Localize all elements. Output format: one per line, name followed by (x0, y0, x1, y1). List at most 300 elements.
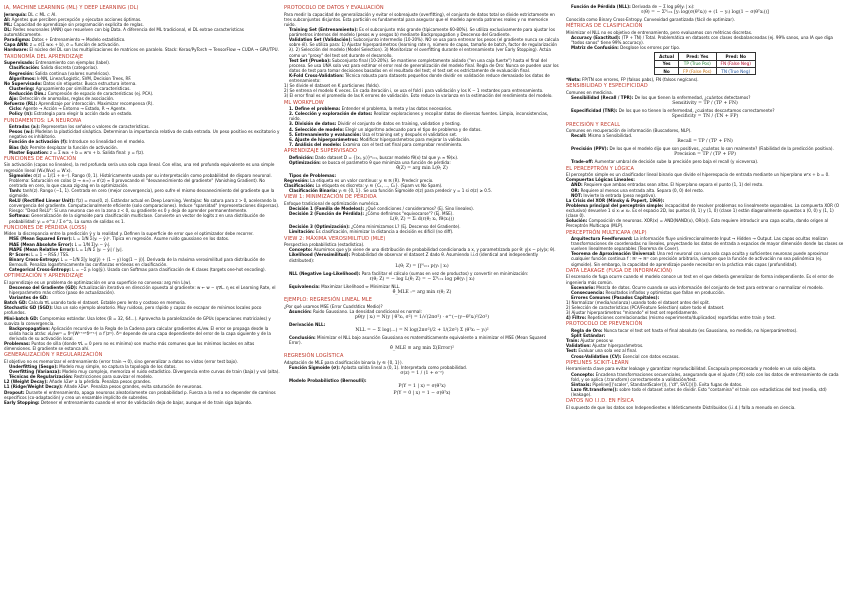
lead-term: Sensibilidad (Recall / TPR): (571, 95, 634, 101)
lead-term: Regresión: (9, 70, 34, 76)
lead-term: Capa ANN: (4, 42, 29, 48)
lead-term: Softmax: (9, 213, 30, 219)
lead-term: Problemas: (4, 341, 31, 347)
formula: Specificity = TN / (TN + FP) (671, 114, 739, 120)
paragraph: Sin activación (capas no lineales), la red profunda sería una sola capa lineal. Con ellas, una red profunda equivalente es una simple regresión lineal (W₂(W₁x) = W′x). (4, 162, 275, 173)
bullet-list (4, 285, 280, 300)
bullet-list (566, 108, 844, 113)
bullet-item: • MSE (Mean Squared Error): L = 1/N Σ(yᵢ − ŷᵢ)². Típica en regresión. Asume ruido gaussiano en los datos. (9, 236, 280, 241)
paragraph: Enfoque tradicional de optimización numérica. (284, 201, 380, 207)
bullet-list (284, 335, 560, 345)
bullet-item: • Accuracy (Exactitud): (TP + TN) / Total. Problemática en datasets con clases desbalanceadas (ej. 99% sanos, una IA que diga "todos sanos" tiene 99% accuracy). (571, 35, 844, 45)
bullet-list (4, 364, 280, 379)
lead-term: Variantes de GD: (9, 295, 48, 301)
lead-term: AI: (4, 16, 11, 22)
bullet-list (284, 206, 560, 216)
lead-term: Jerarquía: (4, 11, 27, 17)
bullet-list (566, 372, 844, 397)
bullet-item: • Categorical Cross-Entropy: L = −Σ yᵢ log(ŷᵢ). Usada con Softmax para clasificación de K clases (targets one-hot encoding). (9, 267, 280, 272)
formula: P(Y = 1 | x) = σ(θᵀx) (398, 384, 446, 390)
bullet-item: • 5. Entrenamiento y evaluación: Usa el training set y después el validation set. (289, 132, 560, 137)
bullet-item: • Softmax: Generalización de la sigmoide para clasificación multiclase. Convierte un vector de logits z en una distribución de probabilidad: yᵢ = e^zᵢ / Σ e^zⱼ. La suma de salidas es 1. (9, 213, 280, 223)
bullet-item: • Underfitting (Sesgo): Modelo muy simple, no captura la topología de los datos. (9, 364, 280, 369)
lead-term: Limitación: (289, 229, 315, 235)
paragraph: 2) Se entrena el modelo K veces. En cada iteración i, se usa el fold i para validación y los K − 1 restantes para entrenamiento. (284, 88, 544, 94)
paragraph: Early Stopping: Detener el entrenamiento cuando el error de validación deja de bajar, aunque el de train siga bajando. (4, 399, 253, 405)
bullet-list (284, 284, 560, 289)
lead-term: 2. Colección y exploración de datos: (289, 111, 373, 117)
paragraph: Solución: Composición de neuronas. XOR(x) = AND(NAND(x), OR(x)). Esto requiere introducir una capa oculta, dando origen al Perceptrón Multicapa (MLP). (566, 218, 829, 229)
lead-term: Likelihood (Verosimilitud): (289, 252, 351, 258)
lead-term: Teorema de Aproximación Universal: (571, 251, 656, 257)
lead-term: Reducción Dim.: (9, 90, 47, 96)
lead-term: Algoritmos: (9, 75, 36, 81)
bullet-item: • OR: Requiere al menos una entrada alta. Separa (0, 0) del resto. (571, 188, 844, 193)
lead-term: Clasificación: (9, 65, 40, 71)
bullet-list (566, 182, 844, 197)
bullet-list (4, 326, 280, 341)
section-heading: SENSIBILIDAD Y ESPECIFICIDAD (566, 83, 648, 90)
bullet-list (4, 106, 280, 116)
lead-term: Consecuencia: (571, 289, 605, 295)
lead-term: Clasificación Binaria: (289, 188, 338, 194)
bullet-item: • Bias (b): Permite desplazar la función de activación. (9, 145, 280, 150)
section-heading: EL PERCEPTRÓN Y LÓGICA (566, 165, 635, 172)
bullet-item: • 2. Colección y exploración de datos: Realizar exploraciones y recopilar datos de diversas fuentes. Limpia, inconsistencias, ruido. (289, 111, 560, 121)
bullet-item (289, 322, 560, 327)
lead-term: Validation: (566, 343, 591, 349)
lead-term: NLL (Negative Log-Likelihood): (289, 270, 361, 276)
paragraph: Conocida como Binary Cross-Entropy. Convexidad garantizada (fácil de optimizar). (566, 17, 735, 23)
lead-term: Compuertas Lógicas Lineales: (566, 177, 635, 183)
lead-term: Optimización: (289, 159, 321, 165)
paragraph: Capa ANN: z = σ(Σ wᵢxᵢ + b), σ = función de activación. (4, 42, 120, 48)
bullet-item: • Técnicas de Regularización: Restricciones para suavizar el modelo. (9, 374, 280, 379)
lead-term: Training Set (Entrenamiento): (289, 27, 358, 33)
bullet-item: • Regresión: Salida continua (valores numéricos). (9, 71, 280, 76)
lead-term: Arquitectura Feedforward: (571, 236, 633, 242)
lead-term: Derivación NLL: (289, 321, 326, 327)
bullet-list (284, 247, 560, 262)
lead-term: Hardware: (4, 47, 29, 53)
paragraph: Dropout: Durante el entrenamiento, apaga neuronas aleatoriamente con probabilidad p. Fuerza a la red a no depender de caminos específicos (co-adaptación) y crea un ensamble implícito de subredes. (4, 389, 276, 400)
paragraph: El escenario de fuga ocurre cuando el modelo conoce un test en el que debería generalizar de forma independiente. Es el error de ingeniería más común. (566, 274, 834, 285)
bullet-item: • Concepto: Asumimos que y|x viene de una distribución de probabilidad condicionada a x, y parametrizada por θ: y|x ∼ p(y|x; θ). (289, 247, 560, 252)
section-heading: REGRESIÓN LOGÍSTICA (284, 353, 344, 360)
paragraph: AI: Agentes que perciben percepción y ejecutan acciones óptimas. (4, 16, 142, 22)
section-heading: VIEW 1: MINIMIZACIÓN DE PÉRDIDA (284, 194, 377, 201)
lead-term: Policy (π): (9, 111, 33, 117)
bullet-item: • Función de activación (f): Introduce no linealidad en el modelo. (9, 139, 280, 144)
lead-term: Binary Cross-Entropy: (9, 256, 60, 262)
section-heading: ML WORKFLOW (284, 99, 324, 106)
confusion-matrix-header-cell: Actual (655, 53, 679, 60)
bullet-item: • 3. División de datos: Dividir el conjunto de datos en training, validation y testing. (289, 121, 560, 126)
confusion-matrix (654, 52, 756, 75)
bullet-item: • Función Sigmoide (σ): Aplasta salida lineal a (0, 1). Interpretada como probabilidad. (289, 365, 560, 370)
bullet-list (566, 354, 844, 359)
formula: θ̂_MLE := arg min ℓ(θ; Z) (392, 289, 452, 295)
bullet-list (566, 4, 844, 9)
lead-term: Descenso del Gradiente (GD): (9, 285, 78, 290)
bullet-item: • MAE (Mean Absolute Error): L = 1/N Σ|yᵢ − ŷᵢ|. (9, 242, 280, 247)
section-heading: VIEW 2: MÁXIMA VEROSIMILITUD (MLE) (284, 235, 386, 242)
lead-term: L1 (Ridge/Weight Decay): (4, 384, 63, 390)
lead-term: Split Estándar: (571, 333, 606, 339)
bullet-item: • Backpropagation: Aplicación recursiva de la Regla de la Cadena para calcular gradientes ∂L/∂w. El error se propaga desde la salida hacia atrás: ∂L/∂w⁽ˡ⁾ = δ⁽ˡ⁾(W⁽ˡ⁺¹⁾ᵀδ⁽ˡ⁺¹⁾) ⊙ f′(z⁽ˡ⁾). δ⁽ˡ⁾ depende de una capa dependiente del error de la capa siguiente y de la derivada de su activación local. (9, 326, 280, 341)
lead-term: OR: (571, 187, 580, 193)
paragraph: Problemas: Puntos de silla (donde ∇L = 0 pero no es mínimo) son mucho más comunes que los mínimos locales en altas dimensiones. El gradiente se estanca ahí. (4, 341, 255, 352)
bullet-list (284, 27, 560, 83)
lead-term: Entradas (xᵢ): (9, 124, 40, 130)
lead-term: Early Stopping: (4, 399, 40, 405)
formula: Sensitivity = TP / (TP + FN) (672, 101, 738, 107)
bullet-list (566, 285, 844, 300)
lead-term: Precisión (PPV): (571, 146, 609, 152)
lead-term: Función de Pérdida (NLL): (571, 4, 631, 9)
bullet-item: • Limitación: Es clasificación, minimizar la distancia a decisión es difícil (no diff). (289, 229, 560, 234)
confusion-matrix-cell: FN (False Neg) (716, 60, 755, 67)
bullet-item: • Decisión 1 (Familia de Modelos): ¿Qué condiciones / consideramos? (Ej. Sino lineales). (289, 206, 560, 211)
formula: Precision = TP / (TP + FP) (674, 152, 736, 158)
lead-term: K-Fold Cross-Validation: (289, 72, 344, 78)
column-left (4, 4, 280, 596)
paragraph: Supervisado: Entrenamiento con ejemplos (label). (4, 60, 111, 66)
lead-term: La Crisis del XOR (Minsky & Papert, 1969): (566, 197, 665, 203)
paragraph: Problema principal del perceptrón simple: incapacidad de resolver problemas no linealmente separables. La compuerta XOR (O exclusivo) devuelve 1 si xᵢ ≠ x₂. Es el espacio 2D, los puntos (0, 1) y (1, 0) (clase 1) están diagonalmente opuestos a (0, 0) y (1, 1) (clase 0). (566, 202, 840, 219)
paragraph: Perspectiva probabilística (estadística). (284, 242, 365, 248)
bullet-item: • Matriz de Confusión: Desglose los errores por tipo. (571, 45, 844, 50)
paragraph: Comunes en medicina. (566, 90, 613, 96)
bullet-list (566, 133, 844, 138)
bullet-item: • Regla de Oro: Nunca tocar el test set hasta el final absoluto (es Gaussiano, no medido, no hiperparámetros). (571, 328, 844, 333)
lead-term: 3. División de datos: (289, 121, 337, 127)
confusion-matrix-cell: TP (True Pos) (679, 60, 717, 67)
lead-term: Supervisado: (4, 60, 35, 66)
confusion-matrix-row (655, 60, 756, 67)
bullet-item: • 6. Ajuste de hiperparámetros: Modificar hiperparámetros para mejorar la validación. (289, 137, 560, 142)
paragraph: Test: Evaluar una sola vez al final. (566, 348, 638, 354)
formula: ℓ(θ) = − Σᴺᵢ₌₁ [yᵢ log(σ(θᵀxᵢ)) + (1 − yᵢ) log(1 − σ(θᵀxᵢ))] (641, 10, 769, 16)
bullet-item: • Entradas (xᵢ): Representan los señales o valores de características. (9, 124, 280, 129)
bullet-item: • Conclusión: Minimizar el NLL bajo asunción Gaussiana es matemáticamente equivalente a minimizar el MSE (Mean Squared Error). (289, 335, 560, 345)
paragraph: El supuesto de que los datos son Independientes e Idénticamente Distribuidos (i.i.d.) falla a menudo en ciencia. (566, 404, 796, 410)
paragraph: Validation: Ajustar hiperparámetros. (566, 343, 644, 349)
confusion-matrix-header-cell: Pred: Yes (679, 53, 717, 60)
bullet-item: • Asunción: Ruido Gaussiano. La densidad condicional es normal: (289, 309, 560, 314)
lead-term: Clasificación: (284, 183, 315, 189)
section-heading: FUNCIONES DE PÉRDIDA (LOSS) (4, 224, 87, 231)
paragraph: Regresión: La etiqueta es un valor continuo: yᵢ ∈ ℝ (R). Predecir precio. (284, 177, 434, 183)
lead-term: ReLU (Rectified Linear Unit): (9, 198, 75, 204)
formula: θ̂(Z) = arg min L(θ; Z) (396, 165, 448, 171)
bullet-item: • Reducción Dim.: Compresión de espacio de características (ej. PCA). (9, 91, 280, 96)
lead-term: Backpropagation: (9, 325, 50, 331)
bullet-item: • Sensibilidad (Recall / TPR): De los que tienen la enfermedad, ¿cuántos detectamos? (571, 95, 844, 100)
bullet-item: • Master Equation: z = Σ wᵢxᵢ + b = wᵀx + b. Salida final: y = f(z). (9, 150, 280, 155)
lead-term: Dropout: (4, 389, 25, 395)
lead-term: Decisión 1 (Familia de Modelos): (289, 206, 365, 212)
section-heading: PRECISIÓN Y RECALL (566, 121, 621, 128)
lead-term: Categorical Cross-Entropy: (9, 267, 71, 273)
paragraph: El aprendizaje es un problema de optimización en una superficie no convexa: arg min L(w). (4, 279, 192, 285)
bullet-list (4, 236, 280, 272)
lead-term: 4) Filtro: (566, 315, 587, 321)
lead-term: Decisión 3 (Optimización): (289, 224, 350, 230)
bullet-item: • NLL (Negative Log-Likelihood): Para facilitar el cálculo (sumas en vez de productos) y convertir en minimización: (289, 271, 560, 276)
section-heading: APRENDIZAJE SUPERVISADO (284, 148, 358, 155)
bullet-item: • Precisión (PPV): De los que el modelo dijo que son positivos, ¿cuántos lo son realmente? (Fiabilidad de la predicción positiva). (571, 146, 844, 151)
lead-term: Sigmoide: (9, 172, 33, 178)
paragraph: Hardware: El núcleo del DL son las multiplicaciones de matrices en paralelo. Stack: Keras/PyTorch → TensorFlow → CUDA → GPU/TPU. (4, 47, 279, 53)
bullet-item: • Clasificación: Salida discreta (categorías). (9, 65, 280, 70)
bullet-list (566, 95, 844, 100)
lead-term: Ajo: (9, 95, 19, 101)
lead-term: Mini-batch GD: (4, 315, 39, 321)
bullet-list (284, 188, 560, 193)
lead-term: Especificidad (TNR): (571, 108, 618, 114)
section-heading: MÉTRICAS DE CLASIFICACIÓN (566, 23, 643, 30)
paragraph: Train: Ajustar pesos w. (566, 338, 614, 344)
bullet-list (284, 378, 560, 383)
lead-term: L2 (Weight Decay): (4, 379, 48, 385)
bullet-item: • Test Set (Prueba): Subconjunto final (10-20%). Se mantiene completamente aislado ("en una caja fuerte") hasta el final del proceso. Se usa UNA sola vez para estimar el error real de generalización del modelo final. Regla de Oro: Nunca se pueden usar los datos de test para tomar decisiones basadas en el resultado del test; el test set es estrictamente de evaluación final. (289, 58, 560, 73)
bullet-item: • Lazo fit.transform(): sobre todo el dataset antes de dividir. Esto "contamina" el train con estadísticas del test (media, std) (leakage). (571, 387, 844, 397)
confusion-matrix-header (655, 53, 756, 60)
bullet-item: • Optimización: se busca el parámetro θ que minimiza una función de pérdida: (289, 160, 560, 165)
lead-term: Batch GD: (4, 300, 28, 306)
section-heading: PERCEPTRÓN MULTICAPA (MLP) (566, 229, 647, 236)
lead-term: Test Set (Prueba): (289, 57, 331, 63)
bullet-item: • MAPE (Mean Relative Error): L = 1/N Σ |yᵢ − ŷᵢ| / |yᵢ|. (9, 247, 280, 252)
bullet-item: • Overfitting (Varianza): Modelo muy complejo, memoriza el ruido estadístico. Divergencia entre curvas de train (baja) y val (alta). (9, 369, 280, 374)
paragraph: Refuerzo (RL): Aprendizaje por interacción. Maximizar recompensa (R). (4, 101, 154, 107)
bullet-item: • Arquitectura Feedforward: La información fluye unidireccionalmente Input → Hidden → Output. Las capas ocultas realizan transformaciones de coordenadas no lineales, proyectando los datos de entrada a espacios de mayor dimensión donde las clases se vuelven linealmente separables (Teorema de Cover). (571, 236, 844, 251)
bullet-list (4, 124, 280, 155)
lead-term: Overfitting (Varianza): (9, 369, 61, 375)
paragraph: El perceptrón simple es un clasificador lineal binario que divide el hiperespacio de entrada mediante un hiperplano wᵀx + b = 0. (566, 172, 830, 178)
bullet-item: • 4. Selección de modelo: Elegir un algoritmo adecuado para el tipo de problema y de datos. (289, 127, 560, 132)
bullet-item: • Tanh: tanh(z). Rango (−1, 1). Centrada en cero (mejor convergencia), pero sufre el mismo desvanecimiento del gradiente que la sigmoide. (9, 188, 280, 198)
paragraph: DL: Redes neuronales (ANN) que resuelven con big Data. A diferencia del ML tradicional, el DL extrae características automáticamente. (4, 27, 244, 38)
lead-term: Pesos (wᵢ): (9, 129, 34, 135)
confusion-matrix-header-cell: Pred: No (716, 53, 755, 60)
bullet-item: • Clasificación Binaria: yᵢ ∈ {0, 1}. Se usa función Sigmoide σ(z) para predecir y = 1 si σ(z) ≥ 0.5. (289, 188, 560, 193)
section-heading: IA, MACHINE LEARNING (ML) Y DEEP LEARNING (DL) (4, 5, 139, 12)
lead-term: Accuracy (Exactitud): (571, 35, 621, 41)
lead-term: Ciclo: (9, 106, 22, 112)
lead-term: 4. Selección de modelo: (289, 126, 344, 132)
lead-term: 1. Define el problema: (289, 106, 341, 112)
bullet-item: • Sigmoide: σ(z) = 1/(1 + e⁻ᶻ). Rango (0, 1). Históricamente usada por su interpretación como probabilidad de disparo neuronal. Problema: Saturación en colas (z → ±∞) ⇒ σ′(z) ≈ 0 provocando el "desvanecimiento del gradiente" (Vanishing Gradient). No centrada en cero, lo que causa zig-zag en la optimización. (9, 173, 280, 188)
lead-term: Regresión: (284, 177, 309, 183)
formula: ℓ(θ; Z) = − log L(θ; Z) = − Σᴺᵢ₌₁ log pθ(yᵢ | xᵢ) (369, 276, 475, 282)
lead-term: Bias (b): (9, 144, 29, 150)
lead-term: ML: (4, 21, 13, 27)
paragraph: No Supervisado: Datos sin etiquetar. Busca estructura interna. (4, 80, 137, 86)
section-heading: OPTIMIZACIÓN Y APRENDIZAJE (4, 273, 84, 280)
lead-term: Matriz de Confusión: (571, 45, 619, 51)
paragraph: El objetivo no es memorizar el entrenamiento (error train → 0), sino generalizar a datos no vistos (error test bajo). (4, 359, 239, 364)
bullet-item: • Pesos (wᵢ): Modelan la plasticidad sináptica. Determinan la importancia relativa de cada entrada. Un peso positivo es excitatorio y negativo es inhibitorio. (9, 129, 280, 139)
paragraph: Comunes en recuperación de información (Buscadores, NLP). (566, 128, 692, 134)
bullet-list (4, 173, 280, 224)
paragraph: *Nota: FP/TN son errores, FP (falsos pabs), FN (falsos neg/cans). (566, 77, 699, 83)
bullet-item: • Función de Pérdida (NLL): Derivada de − Σ log pθ(yᵢ | xᵢ): (571, 4, 844, 9)
lead-term: Lazo fit.transform(): (571, 386, 618, 392)
paragraph: 4) Filtro: Repeticiones correlacionadas (mismo experimento/duplicados) repartidas entre train y test. (566, 315, 776, 321)
formula: pθ(y | xᵢ) = N(y | θᵀxᵢ, σ²) = 1/√(2πσ²) · e^(−(y−θᵀxᵢ)²/2σ²) (355, 314, 489, 320)
bullet-list (4, 86, 280, 101)
bullet-list (566, 328, 844, 338)
bullet-item: • Training Set (Entrenamiento): Es el subconjunto más grande (típicamente 60-80%). Se utiliza exclusivamente para ajustar los parámetros internos del modelo (pesos w y sesgos b) mediante Backpropagation y Descenso del Gradiente. (289, 27, 560, 37)
lead-term: Master Equation: (9, 149, 49, 155)
paragraph: Mini-batch GD: Compromiso estándar. Usa lotes (B = 32, 64...). Aprovecha la paralelización de GPUs (operaciones matriciales) y suaviza la convergencia. (4, 315, 271, 326)
section-heading: DATOS NO I.I.D. EN FÍSICA (566, 398, 634, 405)
section-heading: EJEMPLO: REGRESIÓN LINEAL MLE (284, 297, 373, 304)
paragraph: Minimizar el NLL no es objetivo de entrenamiento, pero evaluamos con métricas discretas. (566, 29, 753, 35)
lead-term: Errores Comunes (Pasados Capitales): (571, 294, 660, 300)
paragraph: L1 (Ridge/Weight Decay): Añade λΣw². Penaliza pesos grandes, evita saturación de neuronas. (4, 384, 203, 390)
paragraph: 2) Selección de características (PCA/Feature Selection) sobre todo el dataset. (566, 305, 725, 310)
lead-term: *Nota: (566, 77, 581, 83)
bullet-list (566, 236, 844, 267)
lead-term: Test: (566, 348, 578, 354)
formula: L(θ; Z) = ∏ᴺᵢ₌₁ p(yᵢ | xᵢ) (395, 263, 449, 269)
section-heading: GENERALIZACIÓN Y REGULARIZACIÓN (4, 352, 103, 359)
formula: L(θ, Z) = Σᵢ d(ℓ(θ; xᵢ, fθ(xᵢ))) (390, 217, 454, 223)
lead-term: MAPE (Mean Relative Error): (9, 246, 75, 252)
bullet-list (284, 309, 560, 314)
bullet-item: • Especificidad (TNR): De los que no tienen la enfermedad, ¿cuántos descartamos correctamente? (571, 108, 844, 113)
bullet-item: • 7. Análisis del modelo: Examina con el test set final para comprobar rendimiento. (289, 142, 560, 147)
bullet-item: • R² Score: L = 1 − RSS / TSS. (9, 252, 280, 257)
lead-term: Clustering: (9, 85, 35, 91)
lead-term: Función Sigmoide (σ): (289, 364, 340, 370)
bullet-item: • NOT: Invierte la entrada (peso negativo). (571, 193, 844, 198)
bullet-item: • Cross-Validation (CV): Esencial con datos escasos. (571, 354, 844, 359)
section-heading: DATA LEAKAGE (FUGA DE INFORMACIÓN) (566, 267, 673, 274)
bullet-item (289, 378, 560, 383)
bullet-list (4, 65, 280, 80)
bullet-item: • Likelihood (Verosimilitud): Probabilidad de observar el dataset Z dado θ. Asumiendo i.i.d (identical and independently distributed): (289, 252, 560, 262)
column-middle (284, 4, 560, 596)
lead-term: Escenario: (571, 284, 595, 290)
paragraph: Adaptación de MLE para clasificación binaria (y ∈ {0, 1}). (284, 359, 403, 365)
paragraph: 1) Se divide el dataset en K particiones (folds). (284, 83, 381, 89)
lead-term: Decisión 2 (Función de Pérdida): (289, 211, 365, 217)
lead-term: MSE (Mean Squared Error): (9, 236, 72, 242)
lead-term: Sintaxis: (571, 381, 592, 387)
formula: σ(z) = 1 / (1 + e⁻ᶻ) (400, 371, 444, 377)
lead-term: Modelo Probabilístico (Bernoulli): (289, 378, 367, 384)
paragraph: L2 (Weight Decay): Añade λΣw² a la pérdida. Penaliza pesos grandes. (4, 379, 152, 385)
lead-term: 6. Ajuste de hiperparámetros: (289, 136, 359, 142)
lead-term: Solución: (566, 218, 588, 224)
bullet-item: • 1. Define el problema: Entender el problema, la meta y las datos necesarios. (289, 106, 560, 111)
bullet-list (284, 271, 560, 276)
paragraph: Paradigma: Datos + Entrenamiento → Modelo estadístico. (4, 37, 126, 43)
bullet-item: • Policy (π): Estrategia para elegir la acción dado un estado. (9, 111, 280, 116)
lead-term: Equivalencia: (289, 283, 320, 289)
lead-term: MAE (Mean Absolute Error): (9, 241, 74, 247)
bullet-item: • AND: Requiere que ambas entradas sean altas. El hiperplano separa el punto (1, 1) del resto. (571, 182, 844, 187)
lead-term: Problema principal del perceptrón simple: (566, 202, 664, 208)
formula: Recall = TP / (TP + FN) (677, 139, 733, 145)
formula: P(Y = 0 | x) = 1 − σ(θᵀx) (393, 391, 451, 397)
lead-term: Concepto: (571, 371, 595, 377)
bullet-item: • Decisión 2 (Función de Pérdida): ¿Cómo definimos "equivocarse"? (Ej. MSE). (289, 211, 560, 216)
bullet-item: • Decisión 3 (Optimización): ¿Cómo minimizamos L? (Ej. Descenso del Gradiente). (289, 224, 560, 229)
bullet-item: • Sintaxis: Pipeline([('scaler', StandardScaler()), ('clf', SVC())]). Evita fugas de datos. (571, 382, 844, 387)
lead-term: Trade-off: (571, 159, 594, 165)
paragraph: Para medir la capacidad de generalización y evitar el sobreajuste (overfitting), el conjunto de datos total se divide estrictamente en tres subconjuntos disjuntos. Esta partición es fundamental para asegurar que el modelo aprenda patrones reales y no memorice ruido. (284, 11, 555, 27)
paragraph: Herramienta clave para evitar leakage y garantizar reproducibilidad. Encapsula preprocesado y modelo en un solo objeto. (566, 366, 817, 372)
formula: θ̂_MLE ≡ arg min Σ(Error)² (390, 346, 454, 352)
lead-term: Underfitting (Sesgo): (9, 364, 58, 370)
paragraph: Miden la discrepancia entre la predicción ŷ y la realidad y. Definen la superficie de error que el optimizador debe recorrer. (4, 231, 254, 237)
paragraph: Jerarquía: DL ⊂ ML ⊂ AI. (4, 11, 57, 17)
bullet-item: • Ajo: Detección de anomalías, reglas de asociación. (9, 96, 280, 101)
lead-term: Definición: (289, 154, 314, 160)
bullet-item: • K-Fold Cross-Validation: Técnica robusta para datasets pequeños donde dividir en validación reduce demasiado los datos de entrenamiento: (289, 73, 560, 83)
lead-term: 5. Entrenamiento y evaluación: (289, 131, 362, 137)
lead-term: No Supervisado: (4, 80, 42, 86)
lead-term: Tipos de Problemas: (289, 172, 336, 178)
bullet-item: • Algoritmos: k-NN, Linear/Logistic, SVM, Decision Trees, RF. (9, 76, 280, 81)
section-heading: PROTOCOLO DE PREVENCIÓN (566, 321, 643, 328)
lead-term: Cross-Validation (CV): (571, 353, 622, 359)
bullet-list (284, 365, 560, 370)
bullet-item: • Descenso del Gradiente (GD): Actualización iterativa en dirección opuesta al gradiente: w ← w − η∇L. η es el Learning Rate, el hiperparámetro más crítico (paso de actualización). (9, 285, 280, 295)
bullet-item: • Trade-off: Aumentar umbral de decisión sube la precisión pero baja el recall (y viceversa). (571, 159, 844, 164)
lead-term: 7. Análisis del modelo: (289, 141, 342, 147)
bullet-item: • Teorema de Aproximación Universal: Una red neuronal con una sola capa oculta y suficientes neuronas puede aproximar cualquier función continua f : ℝⁿ → ℝᵐ con precisión arbitraria, siempre que la función de activación no sea polinómica (ej. sigmoide). Sin embargo, la capacidad de aprendizaje puede necesitar en la práctica más capas (profundidad). (571, 251, 844, 266)
lead-term: AND: (571, 182, 583, 188)
section-heading: PIPELINES SCIKIT-LEARN (566, 359, 629, 366)
lead-term: Stochastic GD (SGD): (4, 305, 53, 311)
bullet-item: • Equivalencia: Maximizar Likelihood ⇔ Minimizar NLL. (289, 284, 560, 289)
paragraph: 3) Ajustar hiperparámetros "mirando" el test set repetidamente. (566, 310, 699, 316)
bullet-item: • Consecuencia: Resultados inflados y optimistas que fallan en producción. (571, 290, 844, 295)
paragraph: Batch GD: Calcula ∇L usando todo el dataset. Estable pero lento y costoso en memoria. (4, 300, 186, 306)
confusion-matrix-row (655, 67, 756, 74)
paragraph: Stochastic GD (SGD): Usa un solo ejemplo aleatorio. Muy ruidoso, pero rápido y capaz de escapar de mínimos locales poco profundos. (4, 305, 262, 316)
lead-term: Regla de Oro: (571, 328, 603, 334)
paragraph: ¿Por qué usamos MSE (Error Cuadrático Medio)? (284, 303, 383, 309)
lead-term: Función de activación (f): (9, 139, 68, 145)
section-heading: FUNDAMENTOS: LA NEURONA (4, 117, 82, 124)
bullet-list (284, 322, 560, 327)
confusion-matrix-cell: FP (False Pos) (679, 67, 717, 74)
formula: NLL = − Σ log(...) = N log(2πσ²)/2 + 1/(2σ²) Σ (θᵀxᵢ − yᵢ)² (355, 327, 489, 333)
lead-term: NOT: (571, 192, 583, 198)
lead-term: Train: (566, 338, 580, 344)
lead-term: Conclusión: (289, 334, 316, 340)
confusion-matrix-cell: TN (True Neg) (716, 67, 755, 74)
lead-term: Tanh: (9, 187, 22, 193)
bullet-item: • Validation Set (Validación): Subconjunto intermedio (10-20%). NO se usa para entrenar los pesos (el gradiente nunca se calcula sobre él). Se utiliza para: 1) Ajustar hiperparámetros (learning rate η, número de capas, tamaño de batch, factor de regularización λ). 2) Selección del modelo (Model Selection). 3) Monitorizar el overfitting durante el entrenamiento (ver Early Stopping). Actúa como un "proxy" del test set durante el desarrollo. (289, 37, 560, 57)
paragraph: 1) Normalizar (media/varianza) usando todo el dataset antes del split. (566, 299, 710, 305)
lead-term: Refuerzo (RL): (4, 101, 38, 107)
paragraph: 3) El error final es el promedio de las K errores de validación. Esto reduce la varianza en la estimación del rendimiento del modelo. (284, 93, 553, 99)
bullet-item: • Recall: Mismo a Sensibilidad. (571, 133, 844, 138)
lead-term: Asunción: (289, 308, 312, 314)
bullet-item: • Definición: Dado dataset D = {(xᵢ, yᵢ)}ᴺᵢ₌₁, buscar modelo fθ(x) tal que yᵢ ≈ fθ(xᵢ). (289, 155, 560, 160)
bullet-item: • Clustering: Agrupamiento por similitud de características. (9, 86, 280, 91)
section-heading: FUNCIONES DE ACTIVACIÓN (4, 155, 77, 162)
bullet-item: • Concepto: Encadena transformaciones secuenciales, asegurando que el ajuste (.fit) solo con los datos de entrenamiento de cada fold, y se aplica (.transform) correctamente a validación/test. (571, 372, 844, 382)
